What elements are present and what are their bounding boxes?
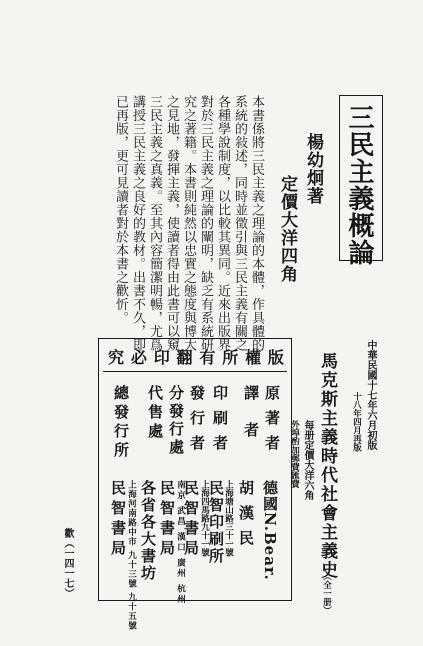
postage-note: 外埠酌加郵費匯費 [289,420,300,488]
ad-price: 定價大洋四角 [277,175,297,283]
publisher-label: 發行者 [188,385,206,460]
printer-address: 上海塘山路三十一號 [223,480,234,557]
ad-title: 三民主義概論 [344,104,374,266]
book-volume: （全一册） [321,572,332,615]
branch-label: 分發行處 [167,385,185,457]
ad-body-line: 究之著籍。本書則純然以忠實之態度與博大 [181,95,196,352]
original-author-label: 原著者 [263,385,281,460]
ad-body-line: 之見地，發揮主義，使讀者得由此書可以窺 [164,95,179,352]
book-title: 馬克斯主義時代社會主義史 [317,352,337,580]
book-price: 每册定價大洋六角 [302,420,313,500]
rights-char: 有 [199,348,216,367]
rights-divider [103,371,287,372]
rights-char: 必 [130,348,147,367]
ad-body-line: 系統的敍述，同時並徵引與三民主義有關之 [232,95,247,352]
publisher-address: 上海四馬路九十一號 [199,480,210,557]
ad-body-line: 三民主義之真義。至其內容簡潔明暢，尤爲 [147,95,162,352]
rights-notice [108,345,284,367]
rights-char: 印 [153,348,170,367]
rights-char: 所 [222,348,239,367]
agents-label: 代售處 [146,385,164,442]
rights-char: 權 [245,348,262,367]
translator: 胡漢民 [237,480,255,555]
ad-author: 楊幼炯著 [303,133,323,205]
main-office-label: 總發行所 [112,385,130,461]
ad-body-line: 對於三民主義之理論的闡明，缺乏有系統研 [198,95,213,352]
printer-label: 印刷者 [211,385,229,460]
main-office-address: 上海河南路中市 九十三號 九十五號 [126,480,137,631]
translator-label: 譯者 [242,385,260,459]
rights-char: 版 [267,348,284,367]
rights-char: 翻 [176,348,193,367]
original-author: 德國N.Bear. [261,480,279,581]
branch-cities: 南京 武昌 漢口 廣州 杭州 [175,480,186,605]
branch: 民智書局 [158,480,176,560]
agents: 各省各大書坊 [139,480,157,582]
ad-body-line: 已再版，更可見讀者對於本書之歡忻。 [113,95,128,325]
page-number: 歡（一四一七） [62,528,73,598]
edition-reprint: 十八年四月再版 [351,392,362,452]
ad-body-line: 講授三民主義之良好的教材。出書不久，即 [130,95,145,352]
rights-char: 究 [108,348,125,367]
publisher: 民智書局 [182,480,200,560]
edition-date: 中華民國十七年六月初版 [365,340,376,450]
ad-body-line: 本書係將三民主義之理論的本體，作具體的 [249,95,264,352]
main-office: 民智書局 [109,480,127,560]
ad-body-line: 各種學說制度，以比較其異同。近來出版界 [215,95,230,352]
printer: 民智印刷所 [207,480,225,565]
